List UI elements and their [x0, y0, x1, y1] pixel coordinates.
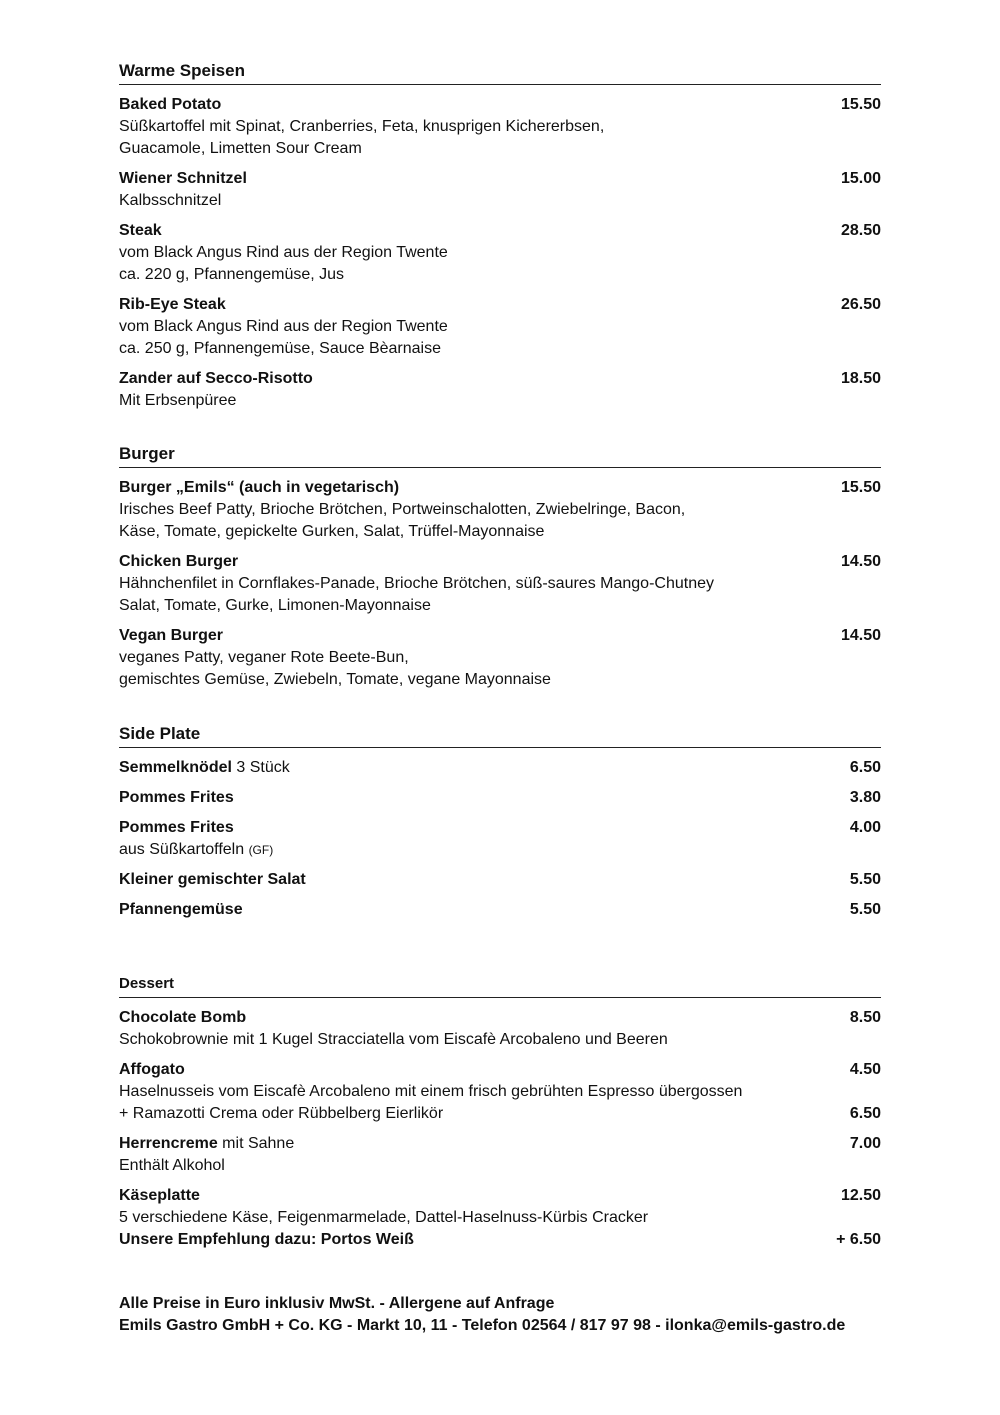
section-burger — [119, 443, 881, 699]
menu-item — [119, 551, 881, 617]
section-side-plate — [119, 723, 881, 929]
item-name: Käseplatte — [119, 1187, 200, 1204]
menu-item — [119, 168, 881, 212]
item-extra-price: 6.50 — [849, 1105, 881, 1122]
menu-item — [119, 294, 881, 360]
item-description: Salat, Tomate, Gurke, Limonen-Mayonnaise — [119, 597, 431, 614]
item-description: ca. 250 g, Pfannengemüse, Sauce Bèarnaise — [119, 340, 441, 357]
item-name: Vegan Burger — [119, 627, 224, 644]
item-name: Pommes Frites — [119, 789, 234, 806]
gluten-free-note: (GF) — [248, 843, 274, 857]
item-price: 14.50 — [840, 553, 881, 570]
recommendation: Unsere Empfehlung dazu: Portos Weiß — [119, 1231, 414, 1248]
item-name: Wiener Schnitzel — [119, 170, 247, 187]
item-name: Baked Potato — [119, 96, 222, 113]
item-price: 4.50 — [849, 1061, 881, 1078]
item-quantity: 3 Stück — [231, 759, 290, 776]
footer-price-note: Alle Preise in Euro inklusiv MwSt. - Allergene auf Anfrage — [119, 1295, 555, 1312]
item-name: Herrencreme — [119, 1135, 218, 1152]
item-description: vom Black Angus Rind aus der Region Twente — [119, 244, 448, 261]
item-price: 15.50 — [840, 96, 881, 113]
item-price: 8.50 — [849, 1009, 881, 1026]
menu-item — [119, 477, 881, 543]
item-description: Haselnusseis vom Eiscafè Arcobaleno mit einem frisch gebrühten Espresso übergossen — [119, 1083, 743, 1100]
item-description: Käse, Tomate, gepickelte Gurken, Salat, Trüffel-Mayonnaise — [119, 523, 545, 540]
menu-item — [119, 869, 881, 891]
item-description: Guacamole, Limetten Sour Cream — [119, 140, 362, 157]
item-description: Süßkartoffel mit Spinat, Cranberries, Feta, knusprigen Kichererbsen, — [119, 118, 605, 135]
item-description: veganes Patty, veganer Rote Beete-Bun, — [119, 649, 409, 666]
item-description: aus Süßkartoffeln — [119, 841, 249, 858]
menu-item — [119, 787, 881, 809]
footer — [119, 1293, 919, 1337]
item-name: Burger „Emils“ (auch in vegetarisch) — [119, 479, 400, 496]
item-price: 28.50 — [840, 222, 881, 239]
recommendation-price: + 6.50 — [836, 1231, 881, 1248]
item-price: 4.00 — [849, 819, 881, 836]
item-name-suffix: mit Sahne — [217, 1135, 295, 1152]
item-price: 5.50 — [849, 871, 881, 888]
item-price: 12.50 — [840, 1187, 881, 1204]
menu-item — [119, 817, 881, 861]
item-name: Steak — [119, 222, 162, 239]
item-price: 18.50 — [840, 370, 881, 387]
menu-item — [119, 94, 881, 160]
section-title: Side Plate — [119, 723, 881, 748]
menu-item — [119, 220, 881, 286]
menu-item — [119, 1059, 881, 1125]
item-name: Chicken Burger — [119, 553, 239, 570]
item-description: ca. 220 g, Pfannengemüse, Jus — [119, 266, 345, 283]
item-price: 5.50 — [849, 901, 881, 918]
section-title: Dessert — [119, 973, 881, 998]
item-extra: + Ramazotti Crema oder Rübbelberg Eierlikör — [119, 1105, 444, 1122]
item-description: Enthält Alkohol — [119, 1157, 225, 1174]
section-warme-speisen — [119, 60, 881, 420]
item-description: Kalbsschnitzel — [119, 192, 222, 209]
item-name: Semmelknödel — [119, 759, 232, 776]
item-price: 7.00 — [849, 1135, 881, 1152]
item-description: Irisches Beef Patty, Brioche Brötchen, Portweinschalotten, Zwiebelringe, Bacon, — [119, 501, 686, 518]
item-name: Kleiner gemischter Salat — [119, 871, 306, 888]
item-description: Hähnchenfilet in Cornflakes-Panade, Brioche Brötchen, süß-saures Mango-Chutney — [119, 575, 714, 592]
item-name: Affogato — [119, 1061, 185, 1078]
section-dessert — [119, 973, 881, 1259]
item-name: Rib-Eye Steak — [119, 296, 226, 313]
item-name: Zander auf Secco-Risotto — [119, 370, 313, 387]
item-name: Pommes Frites — [119, 819, 234, 836]
menu-item — [119, 625, 881, 691]
menu-item — [119, 899, 881, 921]
item-description: Mit Erbsenpüree — [119, 392, 237, 409]
section-title: Warme Speisen — [119, 60, 881, 85]
item-name: Chocolate Bomb — [119, 1009, 247, 1026]
menu-item — [119, 1133, 881, 1177]
item-name: Pfannengemüse — [119, 901, 243, 918]
item-price: 6.50 — [849, 759, 881, 776]
item-price: 26.50 — [840, 296, 881, 313]
item-description: gemischtes Gemüse, Zwiebeln, Tomate, vegane Mayonnaise — [119, 671, 551, 688]
menu-item — [119, 757, 881, 779]
item-description: vom Black Angus Rind aus der Region Twente — [119, 318, 448, 335]
item-price: 15.50 — [840, 479, 881, 496]
item-price: 15.00 — [840, 170, 881, 187]
item-description: Schokobrownie mit 1 Kugel Stracciatella vom Eiscafè Arcobaleno und Beeren — [119, 1031, 668, 1048]
footer-contact: Emils Gastro GmbH + Co. KG - Markt 10, 11 - Telefon 02564 / 817 97 98 - ilonka@emils-gastro.de — [119, 1317, 846, 1334]
section-title: Burger — [119, 443, 881, 468]
item-description: 5 verschiedene Käse, Feigenmarmelade, Dattel-Haselnuss-Kürbis Cracker — [119, 1209, 649, 1226]
menu-item — [119, 1185, 881, 1251]
item-price: 3.80 — [849, 789, 881, 806]
menu-item — [119, 368, 881, 412]
item-price: 14.50 — [840, 627, 881, 644]
menu-item — [119, 1007, 881, 1051]
